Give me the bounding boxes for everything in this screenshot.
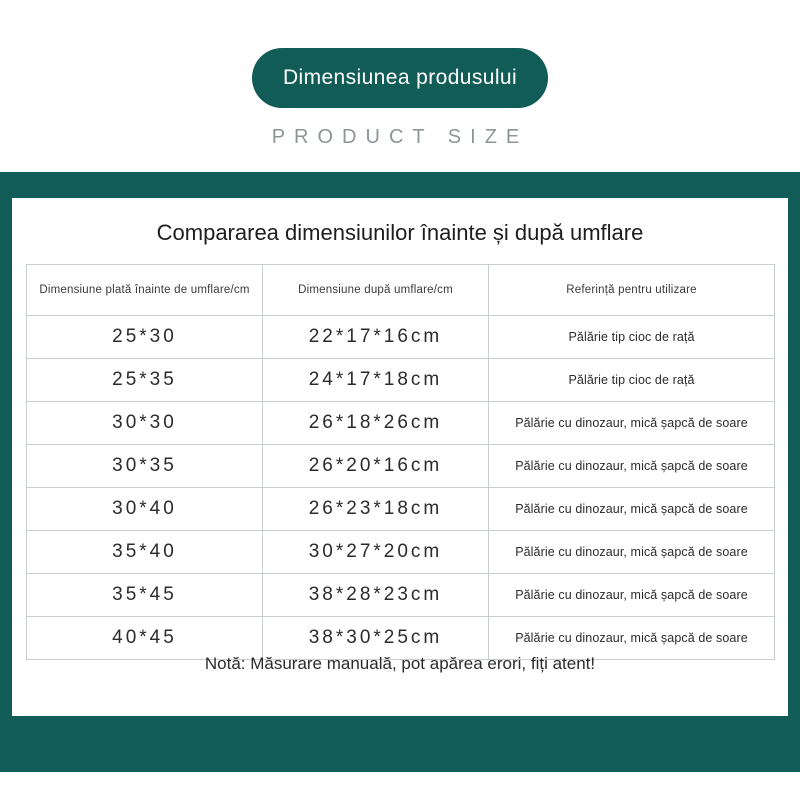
cell-inflated-size: 26*18*26cm <box>263 402 489 445</box>
cell-inflated-size: 30*27*20cm <box>263 531 489 574</box>
cell-reference: Pălărie cu dinozaur, mică șapcă de soare <box>489 531 775 574</box>
cell-flat-size: 25*30 <box>27 316 263 359</box>
cell-flat-size: 30*30 <box>27 402 263 445</box>
cell-inflated-size: 26*23*18cm <box>263 488 489 531</box>
table-row <box>27 316 775 359</box>
cell-inflated-size: 22*17*16cm <box>263 316 489 359</box>
table-row <box>27 359 775 402</box>
footer-strip <box>0 772 800 800</box>
title-badge-label: Dimensiunea produsului <box>282 66 518 89</box>
title-badge <box>252 48 548 108</box>
cell-reference: Pălărie cu dinozaur, mică șapcă de soare <box>489 574 775 617</box>
table-row <box>27 488 775 531</box>
page-subtitle: PRODUCT SIZE <box>271 126 529 148</box>
cell-flat-size: 35*45 <box>27 574 263 617</box>
cell-reference: Pălărie cu dinozaur, mică șapcă de soare <box>489 488 775 531</box>
cell-flat-size: 40*45 <box>27 617 263 660</box>
measurement-note: Notă: Măsurare manuală, pot apărea erori, fiți atent! <box>204 654 596 673</box>
column-header-reference: Referință pentru utilizare <box>489 265 775 316</box>
cell-flat-size: 25*35 <box>27 359 263 402</box>
cell-inflated-size: 24*17*18cm <box>263 359 489 402</box>
cell-flat-size: 35*40 <box>27 531 263 574</box>
cell-inflated-size: 38*30*25cm <box>263 617 489 660</box>
table-row <box>27 531 775 574</box>
table-row <box>27 574 775 617</box>
table-row <box>27 445 775 488</box>
cell-reference: Pălărie cu dinozaur, mică șapcă de soare <box>489 617 775 660</box>
cell-reference: Pălărie cu dinozaur, mică șapcă de soare <box>489 402 775 445</box>
cell-flat-size: 30*35 <box>27 445 263 488</box>
cell-reference: Pălărie cu dinozaur, mică șapcă de soare <box>489 445 775 488</box>
cell-inflated-size: 38*28*23cm <box>263 574 489 617</box>
cell-reference: Pălărie tip cioc de rață <box>489 316 775 359</box>
teal-panel <box>0 172 800 772</box>
card-heading: Compararea dimensiunilor înainte și după umflare <box>156 220 644 245</box>
table-row <box>27 402 775 445</box>
cell-flat-size: 30*40 <box>27 488 263 531</box>
column-header-flat: Dimensiune plată înainte de umflare/cm <box>27 265 263 316</box>
cell-inflated-size: 26*20*16cm <box>263 445 489 488</box>
cell-reference: Pălărie tip cioc de rață <box>489 359 775 402</box>
size-card <box>12 198 788 716</box>
size-comparison-table <box>26 264 775 660</box>
column-header-inflated: Dimensiune după umflare/cm <box>263 265 489 316</box>
table-header-row <box>27 265 775 316</box>
page-header <box>0 0 800 172</box>
